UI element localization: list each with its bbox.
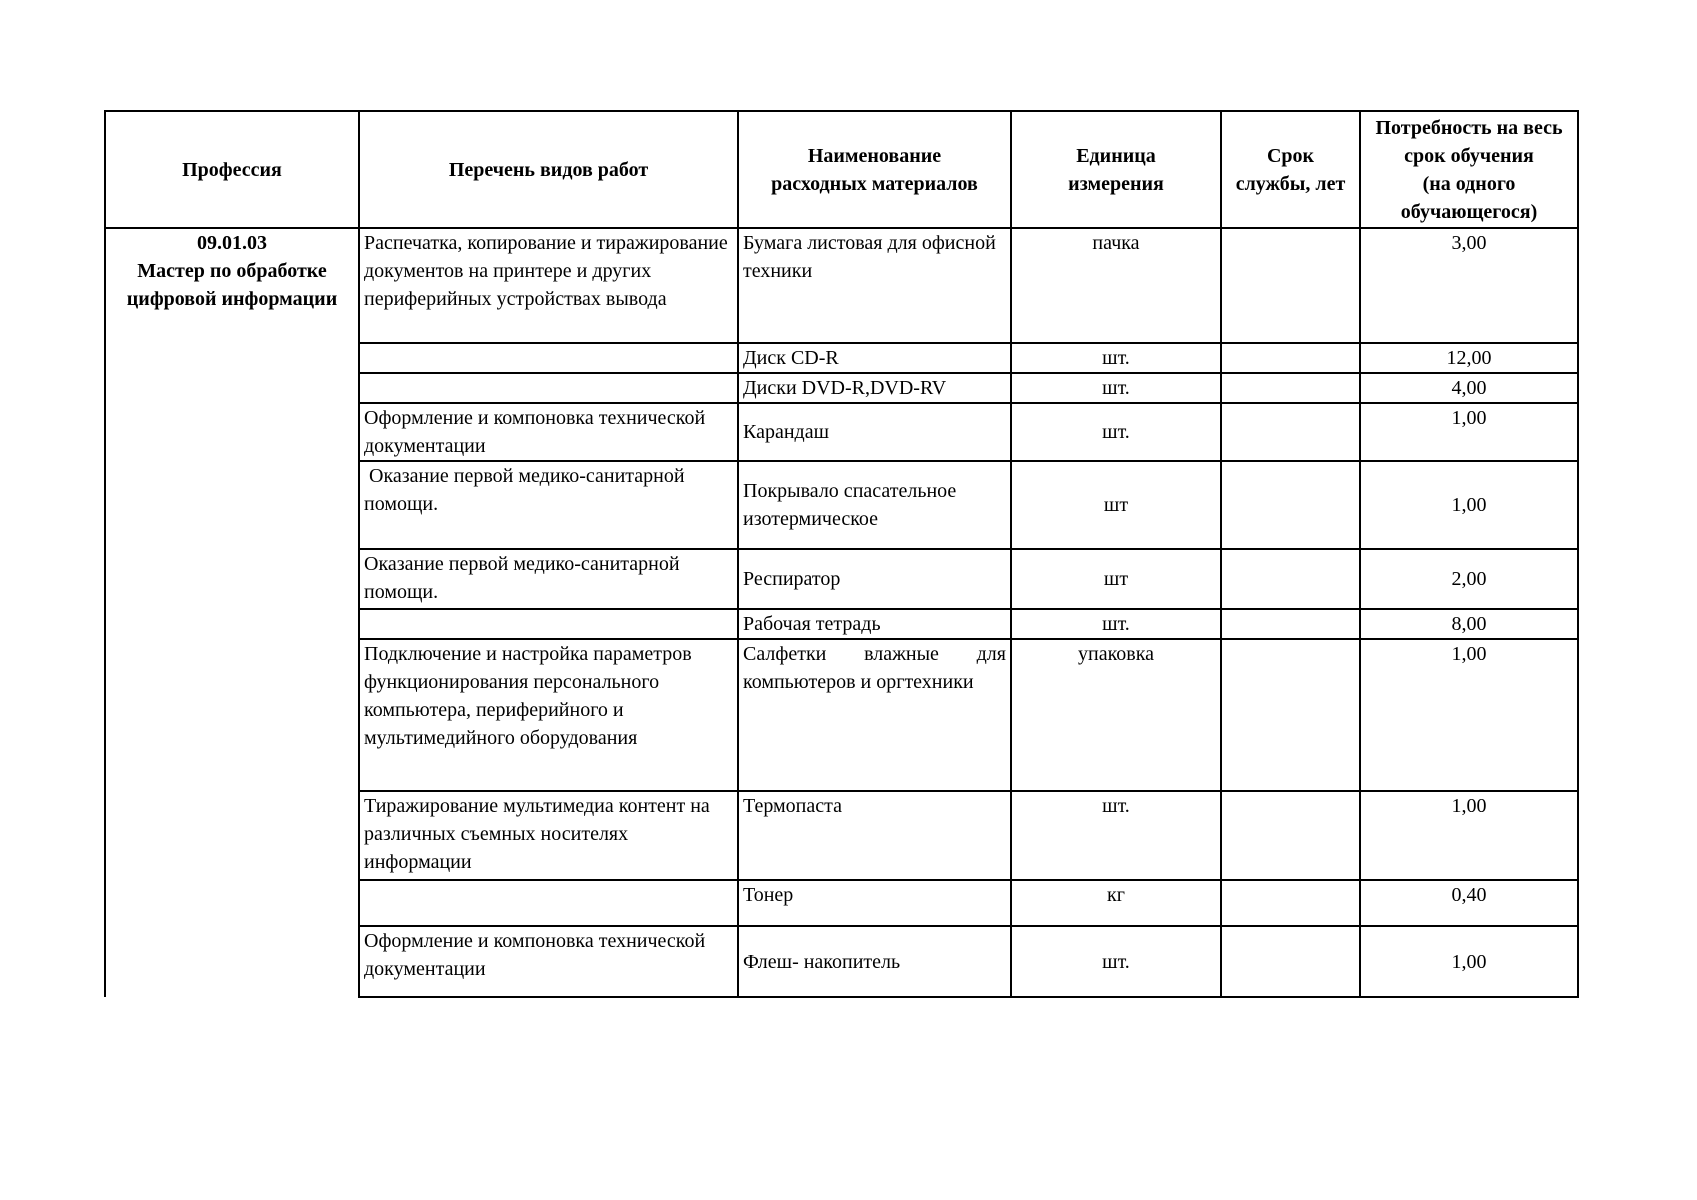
life-cell <box>1221 461 1360 549</box>
need-cell: 1,00 <box>1360 926 1578 997</box>
header-life: Срок службы, лет <box>1221 111 1360 228</box>
work-cell: Оформление и компоновка технической документации <box>359 926 738 997</box>
unit-cell: шт. <box>1011 926 1221 997</box>
materials-table <box>104 110 1579 998</box>
material-cell: Термопаста <box>738 791 1011 880</box>
table-row <box>105 228 1578 343</box>
header-need: Потребность на весь срок обучения (на одного обучающегося) <box>1360 111 1578 228</box>
profession-code: 09.01.03 <box>197 232 267 254</box>
profession-cell <box>105 228 359 997</box>
need-cell: 1,00 <box>1360 639 1578 791</box>
profession-name-line1: Мастер по обработке <box>137 260 327 282</box>
work-cell <box>359 373 738 403</box>
header-row <box>105 111 1578 228</box>
need-cell: 2,00 <box>1360 549 1578 609</box>
unit-cell: шт. <box>1011 609 1221 639</box>
need-cell: 1,00 <box>1360 791 1578 880</box>
work-cell <box>359 343 738 373</box>
work-cell: Оформление и компоновка технической документации <box>359 403 738 461</box>
unit-cell: шт. <box>1011 403 1221 461</box>
unit-cell: шт. <box>1011 343 1221 373</box>
life-cell <box>1221 609 1360 639</box>
material-cell: Респиратор <box>738 549 1011 609</box>
need-cell: 0,40 <box>1360 880 1578 926</box>
life-cell <box>1221 880 1360 926</box>
need-cell: 8,00 <box>1360 609 1578 639</box>
header-profession: Профессия <box>105 111 359 228</box>
need-cell: 3,00 <box>1360 228 1578 343</box>
material-cell: Рабочая тетрадь <box>738 609 1011 639</box>
material-cell: Диск CD-R <box>738 343 1011 373</box>
header-works: Перечень видов работ <box>359 111 738 228</box>
work-cell <box>359 880 738 926</box>
material-cell: Карандаш <box>738 403 1011 461</box>
life-cell <box>1221 549 1360 609</box>
need-cell: 12,00 <box>1360 343 1578 373</box>
work-cell: Распечатка, копирование и тиражирование документов на принтере и других периферийных устройствах вывода <box>359 228 738 343</box>
need-cell: 1,00 <box>1360 461 1578 549</box>
material-cell: Покрывало спасательное изотермическое <box>738 461 1011 549</box>
work-cell: Оказание первой медико-санитарной помощи. <box>359 549 738 609</box>
profession-name-line2: цифровой информации <box>126 288 338 310</box>
life-cell <box>1221 639 1360 791</box>
life-cell <box>1221 343 1360 373</box>
material-cell: Диски DVD-R,DVD-RV <box>738 373 1011 403</box>
life-cell <box>1221 403 1360 461</box>
work-cell <box>359 609 738 639</box>
life-cell <box>1221 373 1360 403</box>
work-cell: Оказание первой медико-санитарной помощи. <box>359 461 738 549</box>
material-cell: Тонер <box>738 880 1011 926</box>
material-cell: Салфетки влажные для компьютеров и оргтехники <box>738 639 1011 791</box>
life-cell <box>1221 228 1360 343</box>
life-cell <box>1221 926 1360 997</box>
material-cell: Бумага листовая для офисной техники <box>738 228 1011 343</box>
unit-cell: кг <box>1011 880 1221 926</box>
life-cell <box>1221 791 1360 880</box>
unit-cell: упаковка <box>1011 639 1221 791</box>
header-material: Наименование расходных материалов <box>738 111 1011 228</box>
work-cell: Подключение и настройка параметров функционирования персонального компьютера, периферийного и мультимедийного оборудования <box>359 639 738 791</box>
unit-cell: шт. <box>1011 373 1221 403</box>
work-cell: Тиражирование мультимедиа контент на различных съемных носителях информации <box>359 791 738 880</box>
unit-cell: шт <box>1011 549 1221 609</box>
unit-cell: шт <box>1011 461 1221 549</box>
unit-cell: пачка <box>1011 228 1221 343</box>
need-cell: 1,00 <box>1360 403 1578 461</box>
material-cell: Флеш- накопитель <box>738 926 1011 997</box>
header-unit: Единица измерения <box>1011 111 1221 228</box>
need-cell: 4,00 <box>1360 373 1578 403</box>
unit-cell: шт. <box>1011 791 1221 880</box>
